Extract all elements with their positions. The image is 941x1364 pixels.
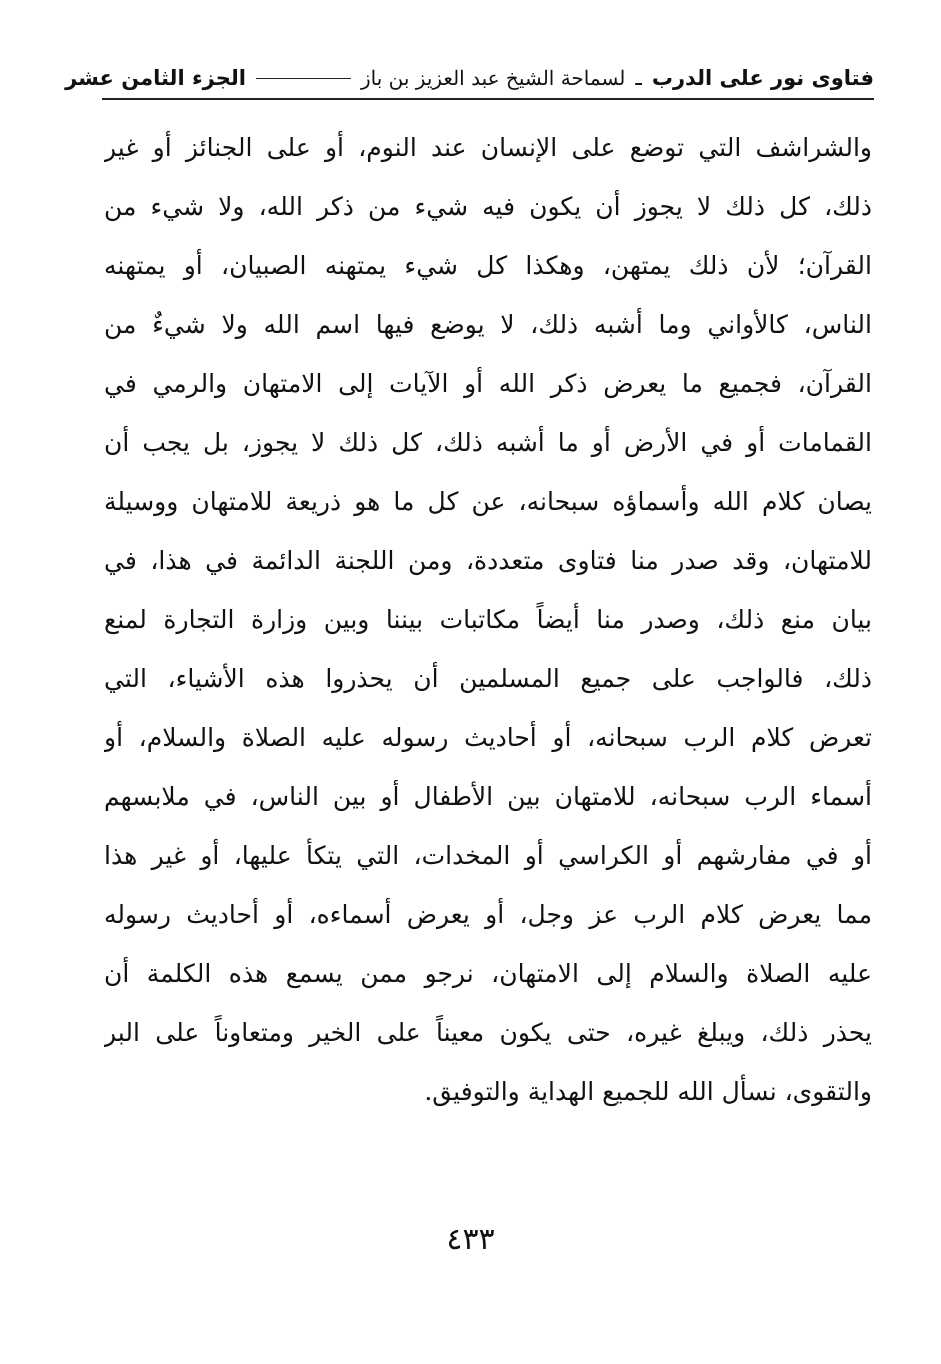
body-text (104, 118, 872, 1121)
series-title: فتاوى نور على الدرب (651, 66, 874, 90)
text-line: القمامات أو في الأرض أو ما أشبه ذلك، كل ذلك لا يجوز، بل يجب أن (104, 428, 872, 457)
text-line: تعرض كلام الرب سبحانه، أو أحاديث رسوله عليه الصلاة والسلام، أو (104, 723, 872, 752)
page-number: ٤٣٣ (446, 1222, 495, 1257)
text-line: مما يعرض كلام الرب عز وجل، أو يعرض أسماءه، أو أحاديث رسوله (104, 900, 872, 929)
text-line: أو في مفارشهم أو الكراسي أو المخدات، التي يتكأ عليها، أو غير هذا (104, 841, 872, 870)
header-title-group (361, 66, 874, 91)
text-line: القرآن، فجميع ما يعرض ذكر الله أو الآيات إلى الامتهان والرمي في (104, 369, 872, 398)
text-line: للامتهان، وقد صدر منا فتاوى متعددة، ومن اللجنة الدائمة في هذا، في (104, 546, 872, 575)
running-header (65, 58, 874, 100)
text-line: يحذر ذلك، ويبلغ غيره، حتى يكون معيناً على الخير ومتعاوناً على البر (104, 1018, 872, 1047)
header-divider-rule (256, 78, 351, 79)
text-line: ذلك، كل ذلك لا يجوز أن يكون فيه شيء من ذكر الله، ولا شيء من (104, 192, 872, 221)
volume-label: الجزء الثامن عشر (65, 66, 246, 90)
text-line-last: والتقوى، نسأل الله للجميع الهداية والتوفيق. (424, 1077, 872, 1106)
text-line: والشراشف التي توضع على الإنسان عند النوم، أو على الجنائز أو غير (104, 133, 872, 162)
text-line: الناس، كالأواني وما أشبه ذلك، لا يوضع فيها اسم الله ولا شيءٌ من (104, 310, 872, 339)
text-line: يصان كلام الله وأسماؤه سبحانه، عن كل ما هو ذريعة للامتهان ووسيلة (104, 487, 872, 516)
header-dash: ـ (635, 65, 642, 91)
text-line: أسماء الرب سبحانه، للامتهان بين الأطفال أو بين الناس، في ملابسهم (104, 782, 872, 811)
text-line: بيان منع ذلك، وصدر منا أيضاً مكاتبات بيننا وبين وزارة التجارة لمنع (104, 605, 872, 634)
header-volume-group (65, 66, 361, 90)
author-name: لسماحة الشيخ عبد العزيز بن باز (360, 66, 626, 90)
text-line: ذلك، فالواجب على جميع المسلمين أن يحذروا هذه الأشياء، التي (104, 664, 872, 693)
text-line: عليه الصلاة والسلام إلى الامتهان، نرجو ممن يسمع هذه الكلمة أن (104, 959, 872, 988)
text-line: القرآن؛ لأن ذلك يمتهن، وهكذا كل شيء يمتهنه الصبيان، أو يمتهنه (104, 251, 872, 280)
